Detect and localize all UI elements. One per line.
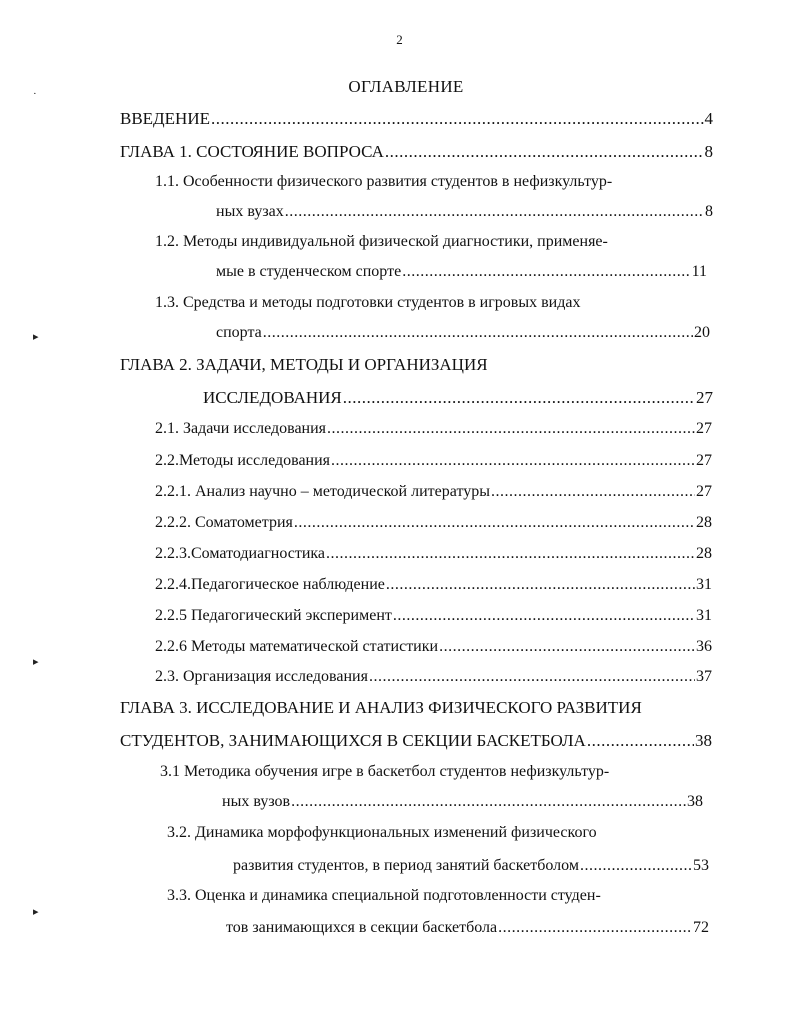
toc-leader [498, 917, 692, 939]
toc-leader [331, 450, 695, 472]
toc-leader [326, 543, 695, 565]
toc-entry-2-3[interactable] [155, 666, 712, 688]
toc-entry-2-2-1[interactable] [155, 481, 712, 503]
toc-entry-2-2-2[interactable] [155, 512, 712, 534]
toc-entry-label: 2.2.3.Соматодиагностика [155, 545, 326, 562]
toc-entry-3-2-line1[interactable]: 3.2. Динамика морфофункциональных изменений физического [167, 824, 597, 841]
toc-entry-3-3[interactable] [226, 917, 709, 939]
toc-leader [369, 666, 695, 688]
toc-page-number: 11 [691, 263, 707, 280]
scan-speck: · [33, 88, 37, 100]
toc-page-number: 27 [696, 483, 712, 500]
toc-leader [386, 574, 695, 596]
toc-leader [402, 261, 690, 283]
toc-entry-chapter-3-line1[interactable]: ГЛАВА 3. ИССЛЕДОВАНИЕ И АНАЛИЗ ФИЗИЧЕСКОГО РАЗВИТИЯ [120, 698, 642, 717]
toc-entry-label: тов занимающихся в секции баскетбола [226, 919, 498, 936]
toc-page-number: 8 [705, 203, 713, 220]
toc-leader [263, 322, 693, 344]
toc-entry-2-2-3[interactable] [155, 543, 712, 565]
toc-entry-label: развития студентов, в период занятий баскетболом [233, 857, 579, 874]
toc-entry-label: 2.3. Организация исследования [155, 668, 368, 685]
toc-entry-1-3-line1[interactable]: 1.3. Средства и методы подготовки студентов в игровых видах [155, 294, 581, 311]
toc-entry-label: ВВЕДЕНИЕ [120, 109, 210, 128]
toc-entry-chapter-1[interactable] [120, 141, 713, 163]
toc-entry-label: ГЛАВА 1. СОСТОЯНИЕ ВОПРОСА [120, 142, 384, 161]
toc-page-number: 72 [693, 919, 709, 936]
toc-entry-chapter-2[interactable] [203, 387, 713, 409]
toc-entry-3-2[interactable] [233, 855, 709, 877]
punch-mark: ▸ [33, 906, 39, 918]
toc-entry-1-2-line1[interactable]: 1.2. Методы индивидуальной физической диагностики, применяе- [155, 233, 608, 250]
toc-page-number: 31 [696, 607, 712, 624]
toc-leader [291, 791, 686, 813]
toc-page-number: 27 [696, 452, 712, 469]
toc-entry-2-2-4[interactable] [155, 574, 712, 596]
toc-entry-3-3-line1[interactable]: 3.3. Оценка и динамика специальной подготовленности студен- [167, 887, 601, 904]
toc-entry-2-2-6[interactable] [155, 636, 712, 658]
toc-leader [439, 636, 695, 658]
toc-page-number: 28 [696, 545, 712, 562]
toc-page-number: 36 [696, 638, 712, 655]
toc-leader [580, 855, 692, 877]
toc-entry-label: 2.2.5 Педагогический эксперимент [155, 607, 392, 624]
toc-leader [491, 481, 695, 503]
toc-entry-chapter-3[interactable] [120, 730, 712, 752]
toc-leader [211, 108, 704, 130]
toc-entry-label: 2.2.2. Соматометрия [155, 514, 293, 531]
toc-title: ОГЛАВЛЕНИЕ [348, 77, 464, 96]
page-number: 2 [396, 32, 403, 47]
toc-entry-label: 2.2.Методы исследования [155, 452, 331, 469]
toc-entry-label: 2.2.6 Методы математической статистики [155, 638, 439, 655]
toc-leader [285, 201, 704, 223]
toc-entry-label: ных вузах [216, 203, 284, 220]
toc-entry-2-2-5[interactable] [155, 605, 712, 627]
punch-mark: ▸ [33, 656, 39, 668]
toc-entry-label: спорта [216, 324, 262, 341]
toc-page-number: 8 [704, 142, 713, 161]
toc-entry-label: 2.2.4.Педагогическое наблюдение [155, 576, 385, 593]
toc-leader [587, 730, 694, 752]
toc-entry-label: ИССЛЕДОВАНИЯ [203, 388, 342, 407]
toc-entry-1-3[interactable] [216, 322, 710, 344]
toc-entry-label: 2.2.1. Анализ научно – методической литературы [155, 483, 490, 500]
toc-leader [393, 605, 695, 627]
toc-leader [327, 418, 695, 440]
toc-page-number: 27 [696, 388, 713, 407]
toc-leader [343, 387, 695, 409]
toc-entry-3-1[interactable] [222, 791, 703, 813]
toc-entry-1-2[interactable] [216, 261, 707, 283]
toc-entry-intro[interactable] [120, 108, 713, 130]
toc-page-number: 53 [693, 857, 709, 874]
toc-page-number: 38 [687, 793, 703, 810]
toc-entry-2-1[interactable] [155, 418, 712, 440]
toc-page-number: 4 [704, 109, 713, 128]
toc-entry-chapter-2-line1[interactable]: ГЛАВА 2. ЗАДАЧИ, МЕТОДЫ И ОРГАНИЗАЦИЯ [120, 355, 488, 374]
toc-entry-1-1-line1[interactable]: 1.1. Особенности физического развития студентов в нефизкультур- [155, 173, 613, 190]
toc-entry-label: ных вузов [222, 793, 291, 810]
toc-leader [385, 141, 704, 163]
toc-entry-label: мые в студенческом спорте [216, 263, 402, 280]
toc-entry-2-2[interactable] [155, 450, 712, 472]
toc-page-number: 31 [696, 576, 712, 593]
punch-mark: ▸ [33, 331, 39, 343]
toc-page-number: 28 [696, 514, 712, 531]
toc-entry-label: СТУДЕНТОВ, ЗАНИМАЮЩИХСЯ В СЕКЦИИ БАСКЕТБОЛА [120, 731, 586, 750]
toc-page-number: 37 [696, 668, 712, 685]
toc-entry-label: 2.1. Задачи исследования [155, 420, 327, 437]
toc-page-number: 20 [694, 324, 710, 341]
toc-entry-1-1[interactable] [216, 201, 713, 223]
toc-page-number: 27 [696, 420, 712, 437]
toc-leader [294, 512, 695, 534]
toc-page-number: 38 [695, 731, 712, 750]
toc-entry-3-1-line1[interactable]: 3.1 Методика обучения игре в баскетбол студентов нефизкультур- [160, 763, 610, 780]
